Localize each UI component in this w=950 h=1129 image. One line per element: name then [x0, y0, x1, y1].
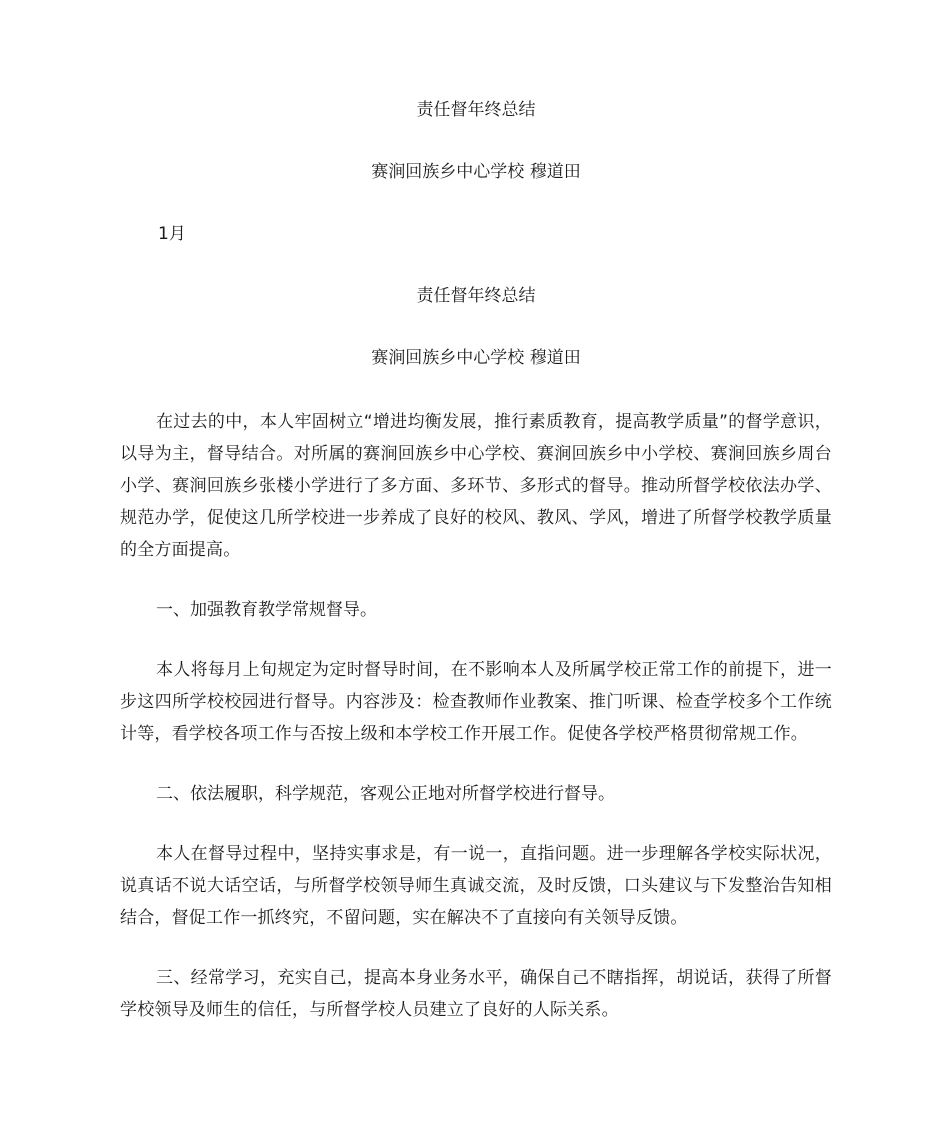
section2-heading: 二、依法履职，科学规范，客观公正地对所督学校进行督导。 — [156, 784, 615, 804]
document-title: 责任督年终总结 — [416, 100, 536, 120]
section1-paragraph: 本人将每月上旬规定为定时督导时间，在不影响本人及所属学校正常工作的前提下，进一步这四所学校校园进行督导。内容涉及：检查教师作业教案、推门听课、检查学校多个工作统计等，看学校各项工作与否按上级和本学校工作开展工作。促使各学校严格贯彻常规工作。 — [120, 660, 832, 744]
document-byline-repeat: 赛涧回族乡中心学校 穆道田 — [371, 348, 581, 368]
document-date: 1月 — [158, 224, 186, 244]
document-byline: 赛涧回族乡中心学校 穆道田 — [371, 162, 581, 182]
intro-paragraph: 在过去的中，本人牢固树立“增进均衡发展，推行素质教育，提高教学质量”的督学意识，以导为主，督导结合。对所属的赛涧回族乡中心学校、赛涧回族乡中小学校、赛涧回族乡周台小学、赛涧回族乡张楼小学进行了多方面、多环节、多形式的督导。推动所督学校依法办学、规范办学，促使这几所学校进一步养成了良好的校风、教风、学风，增进了所督学校教学质量的全方面提高。 — [120, 412, 832, 560]
document-title-repeat: 责任督年终总结 — [416, 286, 536, 306]
section1-heading: 一、加强教育教学常规督导。 — [156, 600, 377, 620]
document-body — [120, 96, 832, 1054]
section2-paragraph: 本人在督导过程中，坚持实事求是，有一说一，直指问题。进一步理解各学校实际状况，说真话不说大话空话，与所督学校领导师生真诚交流，及时反馈，口头建议与下发整治告知相结合，督促工作一抓终究，不留问题，实在解决不了直接向有关领导反馈。 — [120, 844, 832, 928]
section3-paragraph: 三、经常学习，充实自己，提高本身业务水平，确保自己不瞎指挥，胡说话，获得了所督学校领导及师生的信任，与所督学校人员建立了良好的人际关系。 — [120, 968, 832, 1020]
